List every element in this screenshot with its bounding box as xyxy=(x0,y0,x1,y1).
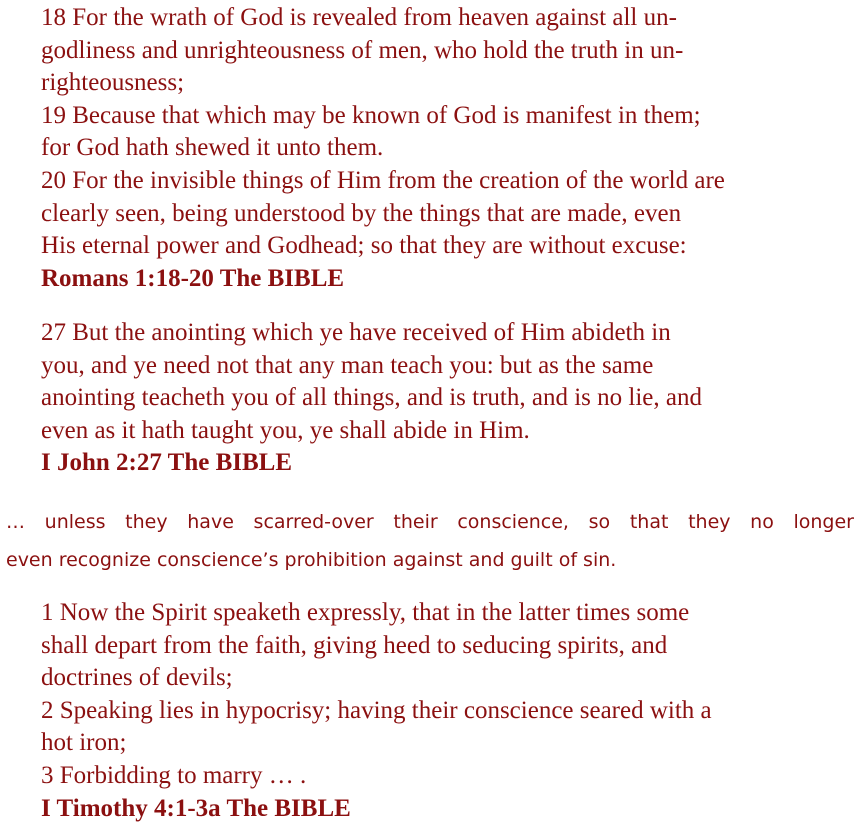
verse-line: 1 Now the Spirit speaketh expressly, that in the latter times some xyxy=(41,599,690,626)
verse-line: clearly seen, being understood by the things that are made, even xyxy=(41,199,682,227)
verse-line: 27 But the anointing which ye have received of Him abideth in xyxy=(41,319,671,346)
commentary-paragraph xyxy=(6,503,854,579)
commentary-line: … unless they have scarred-over their conscience, so that they no longer xyxy=(6,511,854,533)
scripture-quote-1-timothy xyxy=(41,597,841,825)
verse-line: 2 Speaking lies in hypocrisy; having their conscience seared with a xyxy=(41,696,712,724)
commentary-line: even recognize conscience’s prohibition against and guilt of sin. xyxy=(6,549,617,571)
verse-line: righteousness; xyxy=(41,69,185,97)
scripture-reference: Romans 1:18-20 The BIBLE xyxy=(41,264,345,292)
verse-line: godliness and unrighteousness of men, who hold the truth in un- xyxy=(41,36,684,64)
scripture-quote-1-john xyxy=(41,317,841,480)
scripture-reference: I John 2:27 The BIBLE xyxy=(41,449,293,477)
verse-line: 19 Because that which may be known of God is manifest in them; xyxy=(41,101,701,129)
verse-line: 3 Forbidding to marry … . xyxy=(41,761,307,789)
verse-line: 18 For the wrath of God is revealed from heaven against all un- xyxy=(41,4,677,31)
verse-line: 20 For the invisible things of Him from the creation of the world are xyxy=(41,166,725,194)
verse-line: His eternal power and Godhead; so that they are without excuse: xyxy=(41,232,687,260)
verse-line: doctrines of devils; xyxy=(41,664,233,692)
verse-line: you, and ye need not that any man teach you: but as the same xyxy=(41,351,654,379)
verse-line: for God hath shewed it unto them. xyxy=(41,134,384,162)
scripture-quote-romans xyxy=(41,2,841,295)
verse-line: even as it hath taught you, ye shall abide in Him. xyxy=(41,416,530,444)
verse-line: hot iron; xyxy=(41,729,127,757)
verse-line: anointing teacheth you of all things, and is truth, and is no lie, and xyxy=(41,384,702,412)
verse-line: shall depart from the faith, giving heed to seducing spirits, and xyxy=(41,631,668,659)
scripture-reference: I Timothy 4:1-3a The BIBLE xyxy=(41,794,351,822)
